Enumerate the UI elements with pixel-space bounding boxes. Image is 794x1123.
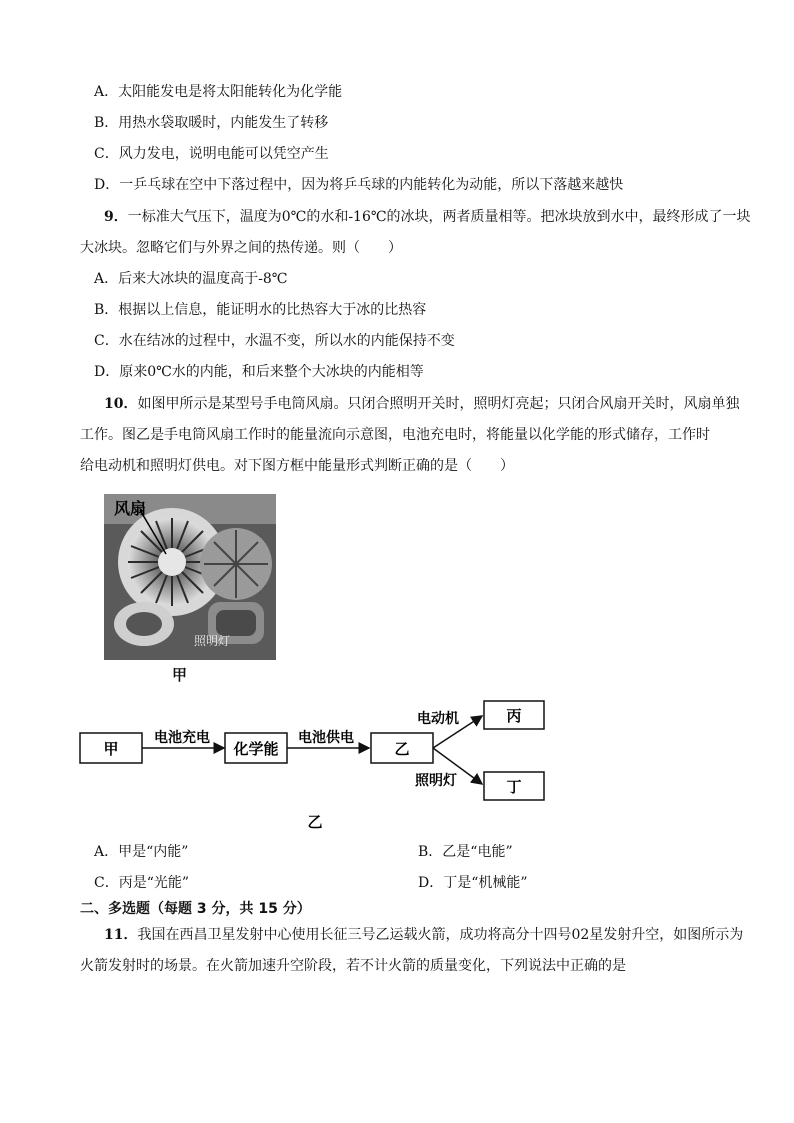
diagram-caption: 乙 [307,813,323,831]
photo-caption: 甲 [172,666,188,684]
q10-stem-line1 [104,395,739,413]
q10-stem-line2: 工作。图乙是手电筒风扇工作时的能量流向示意图，电池充电时，将能量以化学能的形式储存，工作时 [80,427,710,443]
diagram-arrow-charge-label: 电池充电 [154,730,210,746]
diagram-box-yi-label: 乙 [394,740,410,758]
diagram-box-jia-label: 甲 [103,740,119,758]
q9-stem1-text: 一标准大气压下，温度为0℃的水和-16℃的冰块，两者质量相等。把冰块放到水中，最终形成了一块 [127,209,751,225]
q8-option-d: D．一乒乓球在空中下落过程中，因为将乒乓球的内能转化为动能，所以下落越来越快 [94,177,624,193]
q11-stem-line2: 火箭发射时的场景。在火箭加速升空阶段，若不计火箭的质量变化，下列说法中正确的是 [80,958,626,974]
q11-stem-line1 [104,926,743,944]
q10-stem-line3: 给电动机和照明灯供电。对下图方框中能量形式判断正确的是（ ） [80,458,514,474]
diagram-box-chemical-label: 化学能 [233,740,279,758]
photo-label-lamp: 照明灯 [194,634,231,648]
q9-stem-line1 [104,208,751,226]
q9-option-b: B．根据以上信息，能证明水的比热容大于冰的比热容 [94,302,427,318]
q9-stem-line2: 大冰块。忽略它们与外界之间的热传递。则（ ） [80,240,402,256]
q11-number: 11． [104,927,138,943]
section-multiple-choice-header: 二、多选题（每题 3 分，共 15 分） [80,901,311,917]
q9-number: 9． [104,209,128,225]
q10-number: 10． [104,396,138,412]
flashlight-fan-photo [104,494,276,660]
q8-option-c: C．风力发电，说明电能可以凭空产生 [94,146,329,162]
q10-option-b: B．乙是“电能” [418,844,513,860]
energy-flow-diagram [70,690,570,840]
q10-option-d: D．丁是“机械能” [418,875,528,891]
q9-option-c: C．水在结冰的过程中，水温不变，所以水的内能保持不变 [94,333,455,349]
diagram-box-bing-label: 丙 [506,707,522,725]
q10-option-c: C．丙是“光能” [94,875,190,891]
q9-option-d: D．原来0℃水的内能，和后来整个大冰块的内能相等 [94,364,424,380]
diagram-box-ding-label: 丁 [506,778,522,796]
diagram-arrow-supply-label: 电池供电 [298,730,354,746]
diagram-arrow-lamp-label: 照明灯 [415,773,457,789]
photo-label-fan: 风扇 [114,499,147,518]
diagram-arrow-motor-label: 电动机 [417,711,459,727]
q8-option-a: A．太阳能发电是将太阳能转化为化学能 [94,84,343,100]
q11-stem1-text: 我国在西昌卫星发射中心使用长征三号乙运载火箭，成功将高分十四号02星发射升空，如图所示为 [137,927,744,943]
q8-option-b: B．用热水袋取暖时，内能发生了转移 [94,115,329,131]
q10-option-a: A．甲是“内能” [94,844,189,860]
q9-option-a: A．后来大冰块的温度高于-8℃ [94,271,288,287]
q10-stem1-text: 如图甲所示是某型号手电筒风扇。只闭合照明开关时，照明灯亮起；只闭合风扇开关时，风扇单独 [137,396,740,412]
